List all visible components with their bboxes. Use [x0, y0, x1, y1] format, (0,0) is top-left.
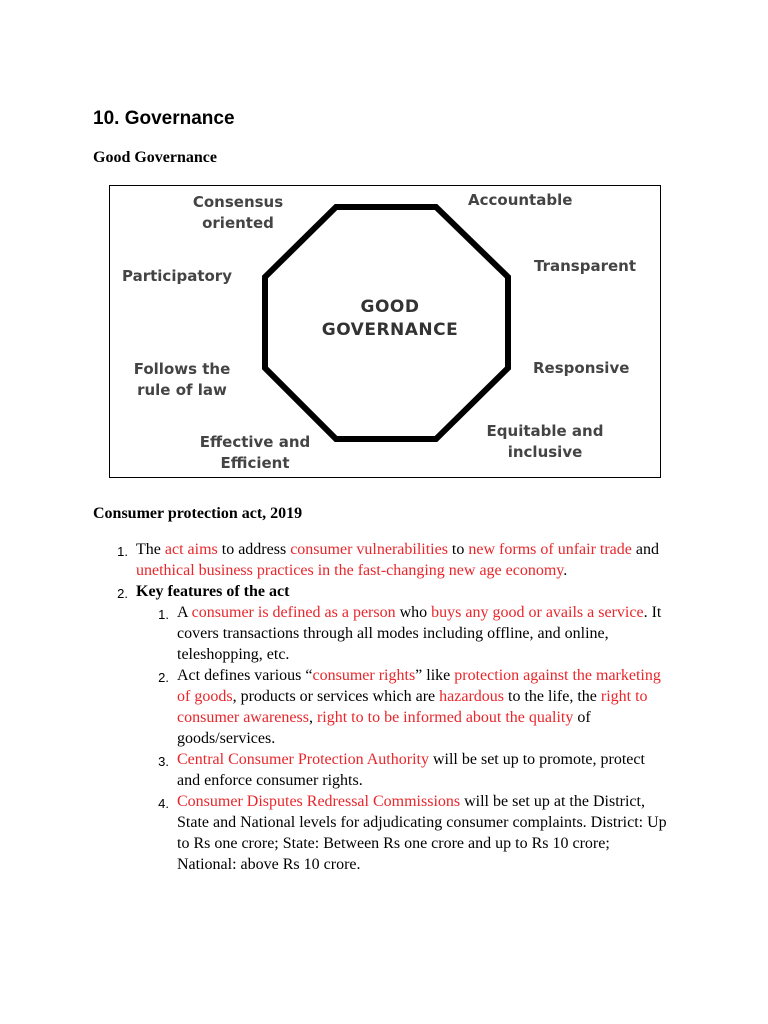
label-consensus-line1: Consensus — [192, 193, 284, 211]
text-segment: to — [447, 541, 469, 558]
label-rule-line1: Follows the — [133, 360, 231, 378]
label-accountable: Accountable — [468, 191, 573, 209]
list-item-2 — [112, 581, 682, 875]
label-effective-line1: Effective and — [199, 433, 311, 451]
good-governance-heading: Good Governance — [93, 149, 217, 166]
text-segment: will be set up to promote, protect and enforce consumer rights. — [177, 751, 645, 789]
highlight-text: consumer rights — [312, 667, 416, 684]
sublist-item-4 — [136, 791, 672, 875]
text-segment: A — [177, 604, 192, 621]
text-segment: ” like — [415, 667, 455, 684]
text-segment: and — [631, 541, 659, 558]
highlight-text: new forms of unfair trade — [468, 541, 632, 558]
label-responsive: Responsive — [533, 359, 630, 377]
highlight-text: protection against the marketing of goods — [177, 667, 661, 705]
label-rule-line2: rule of law — [137, 381, 227, 399]
sublist-item-2 — [136, 665, 672, 749]
sublist-item-1 — [136, 602, 672, 665]
text-segment: . It covers transactions through all modes including offline, and online, teleshopping, etc. — [177, 604, 662, 663]
text-segment: , products or services which are — [232, 688, 440, 705]
consumer-act-heading: Consumer protection act, 2019 — [93, 505, 303, 522]
key-features-title: Key features of the act — [136, 583, 290, 600]
text-segment: will be set up at the District, State and National levels for adjudicating consumer complaints. District: Up to Rs one crore; State: Between Rs one crore and up to Rs 10 crore; National: above Rs 10 crore. — [177, 793, 667, 873]
label-equitable-line1: Equitable and — [486, 422, 604, 440]
label-transparent: Transparent — [534, 257, 636, 275]
center-label-line1: GOOD — [360, 297, 420, 317]
highlight-text: act aims — [164, 541, 218, 558]
list-number: 2. — [158, 670, 169, 685]
good-governance-diagram — [109, 185, 661, 478]
list-number: 2. — [117, 586, 128, 601]
section-heading: 10. Governance — [93, 108, 235, 129]
label-consensus-oriented — [180, 192, 296, 234]
text-segment: to address — [217, 541, 291, 558]
label-consensus-line2: oriented — [202, 214, 274, 232]
highlight-text: hazardous — [439, 688, 505, 705]
list-number: 1. — [158, 607, 169, 622]
highlight-text: buys any good or avails a service — [431, 604, 644, 621]
highlight-text: right to to be informed about the quality — [316, 709, 574, 726]
label-equitable-inclusive — [480, 421, 610, 463]
text-segment: Act defines various “ — [177, 667, 313, 684]
diagram-center-label — [290, 296, 490, 342]
highlight-text: Consumer Disputes Redressal Commissions — [177, 793, 461, 810]
label-effective-line2: Efficient — [220, 454, 290, 472]
label-rule-of-law — [124, 359, 240, 401]
label-effective-efficient — [190, 432, 320, 474]
key-features-list — [136, 602, 682, 875]
text-segment: to the life, the — [504, 688, 601, 705]
label-equitable-line2: inclusive — [507, 443, 583, 461]
consumer-act-list — [112, 539, 682, 875]
text-segment: The — [136, 541, 165, 558]
text-segment: of goods/services. — [177, 709, 591, 747]
list-number: 4. — [158, 796, 169, 811]
sublist-item-3 — [136, 749, 672, 791]
list-number: 1. — [117, 544, 128, 559]
highlight-text: consumer vulnerabilities — [290, 541, 448, 558]
text-segment: . — [563, 562, 568, 579]
highlight-text: unethical business practices in the fast-changing new age economy — [136, 562, 564, 579]
center-label-line2: GOVERNANCE — [321, 320, 459, 340]
text-segment: , — [308, 709, 317, 726]
highlight-text: right to consumer awareness — [177, 688, 648, 726]
list-item-1 — [112, 539, 682, 581]
label-participatory: Participatory — [122, 267, 232, 285]
highlight-text: Central Consumer Protection Authority — [177, 751, 429, 768]
highlight-text: consumer is defined as a person — [191, 604, 396, 621]
list-number: 3. — [158, 754, 169, 769]
text-segment: who — [395, 604, 432, 621]
